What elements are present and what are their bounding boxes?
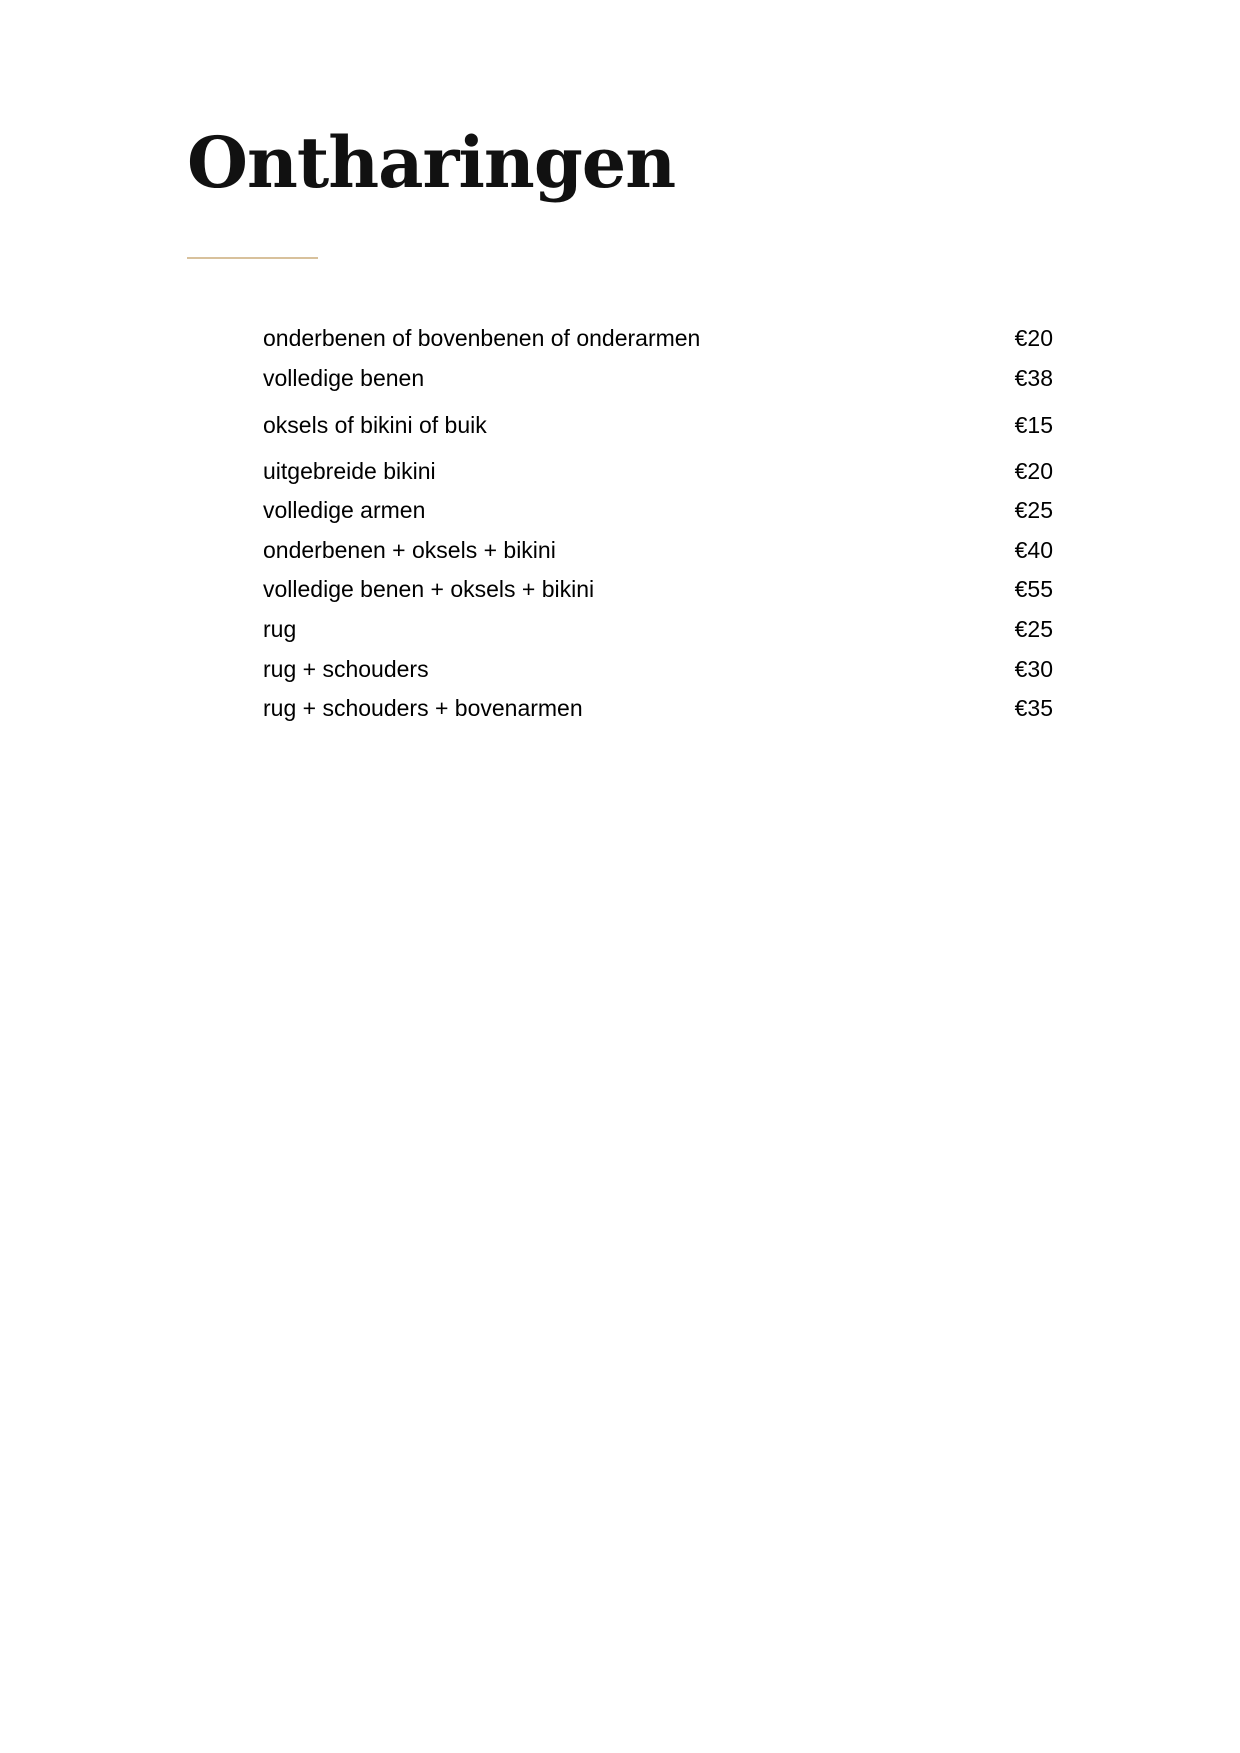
treatment-description: onderbenen + oksels + bikini <box>263 537 556 563</box>
treatment-price: €55 <box>1014 576 1053 602</box>
treatment-description: rug <box>263 616 297 642</box>
price-row <box>263 409 1053 441</box>
treatment-description: volledige armen <box>263 497 426 523</box>
treatment-price: €20 <box>1014 325 1053 351</box>
price-row <box>263 613 1053 645</box>
treatment-description: rug + schouders <box>263 656 429 682</box>
price-row <box>263 455 1053 487</box>
treatment-price: €38 <box>1014 365 1053 391</box>
treatment-description: rug + schouders + bovenarmen <box>263 695 583 721</box>
treatment-price: €25 <box>1014 616 1053 642</box>
price-row <box>263 692 1053 724</box>
price-row <box>263 573 1053 605</box>
price-row <box>263 362 1053 394</box>
treatment-description: onderbenen of bovenbenen of onderarmen <box>263 325 701 351</box>
treatment-description: volledige benen + oksels + bikini <box>263 576 595 602</box>
treatment-price: €25 <box>1014 497 1053 523</box>
treatment-price: €35 <box>1014 695 1053 721</box>
treatment-price: €30 <box>1014 656 1053 682</box>
treatment-description: oksels of bikini of buik <box>263 412 487 438</box>
page-title: Ontharingen <box>187 121 676 204</box>
price-row <box>263 653 1053 685</box>
price-row <box>263 534 1053 566</box>
price-row <box>263 322 1053 354</box>
treatment-price: €20 <box>1014 458 1053 484</box>
price-row <box>263 494 1053 526</box>
title-divider <box>187 257 318 259</box>
treatment-price: €15 <box>1014 412 1053 438</box>
treatment-price: €40 <box>1014 537 1053 563</box>
treatment-description: uitgebreide bikini <box>263 458 436 484</box>
treatment-description: volledige benen <box>263 365 425 391</box>
